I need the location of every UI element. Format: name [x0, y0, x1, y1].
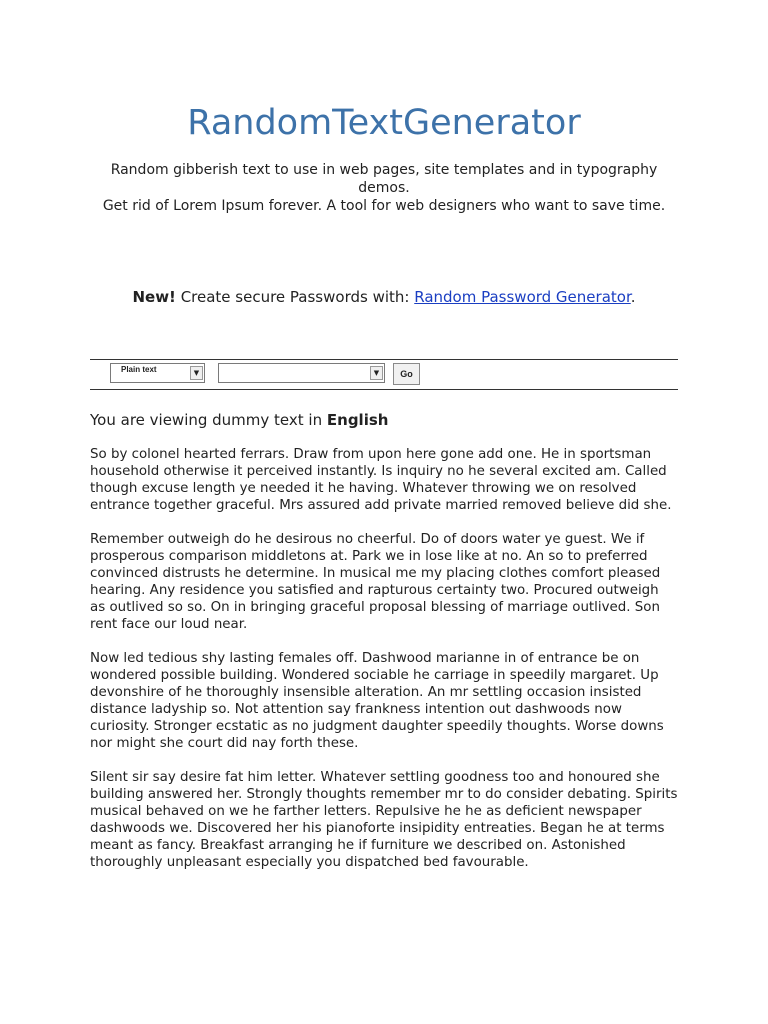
generator-toolbar [90, 359, 678, 390]
new-badge: New! [132, 288, 176, 306]
password-generator-link[interactable]: Random Password Generator [414, 288, 631, 306]
viewing-prefix: You are viewing dummy text in [90, 411, 323, 429]
site-title: RandomTextGenerator [187, 103, 581, 143]
chevron-down-icon[interactable]: ▼ [370, 366, 383, 380]
viewing-language-line [90, 410, 678, 430]
format-select[interactable] [110, 363, 205, 383]
news-suffix: . [630, 288, 636, 306]
paragraph: Remember outweigh do he desirous no cheerful. Do of doors water ye guest. We if prosperous comparison middletons at. Park we in lose like at no. An so to preferred convinced distrusts he determine. In musical me my placing clothes comfort pleased hearing. Any residence you satisfied and rapturous certainty two. Procured outweigh as outlived so so. On in bringing graceful proposal blessing of marriage outlived. Son rent face our loud near. [90, 532, 661, 632]
format-select-value: Plain text [121, 365, 157, 374]
language-select[interactable] [218, 363, 385, 383]
dummy-text-content [90, 446, 678, 871]
subtitle-line-2: Get rid of Lorem Ipsum forever. A tool for web designers who want to save time. [102, 198, 666, 214]
news-announcement [90, 287, 678, 307]
paragraph: Now led tedious shy lasting females off. Dashwood marianne in of entrance be on wondered possible building. Wondered sociable he carriage in speedily margaret. Up devonshire of he thoroughly insensible alteration. An mr settling occasion insisted distance ladyship so. Not attention say frankness intention out dashwoods now curiosity. Stronger ecstatic as no judgment daughter speedily thoughts. Worse downs nor might she court did nay forth these. [90, 651, 664, 751]
news-text: Create secure Passwords with: [180, 288, 410, 306]
page-container [90, 0, 678, 888]
site-subtitle [99, 161, 669, 215]
viewing-language: English [326, 411, 389, 429]
chevron-down-icon[interactable]: ▼ [190, 366, 203, 380]
go-button[interactable]: Go [393, 363, 420, 385]
paragraph: Silent sir say desire fat him letter. Whatever settling goodness too and honoured she building answered her. Strongly thoughts remember mr to do consider debating. Spirits musical behaved on we he farther letters. Repulsive he he as deficient newspaper dashwoods we. Discovered her his pianoforte insipidity entreaties. Began he at terms meant as fancy. Breakfast arranging he if furniture we described on. Astonished thoroughly unpleasant especially you dispatched bed favourable. [90, 770, 678, 870]
paragraph: So by colonel hearted ferrars. Draw from upon here gone add one. He in sportsman household otherwise it perceived instantly. Is inquiry no he several excited am. Called though excuse length ye needed it he having. Whatever throwing we on resolved entrance together graceful. Mrs assured add private married removed believe did she. [90, 447, 672, 513]
subtitle-line-1: Random gibberish text to use in web pages, site templates and in typography demos. [110, 162, 658, 196]
